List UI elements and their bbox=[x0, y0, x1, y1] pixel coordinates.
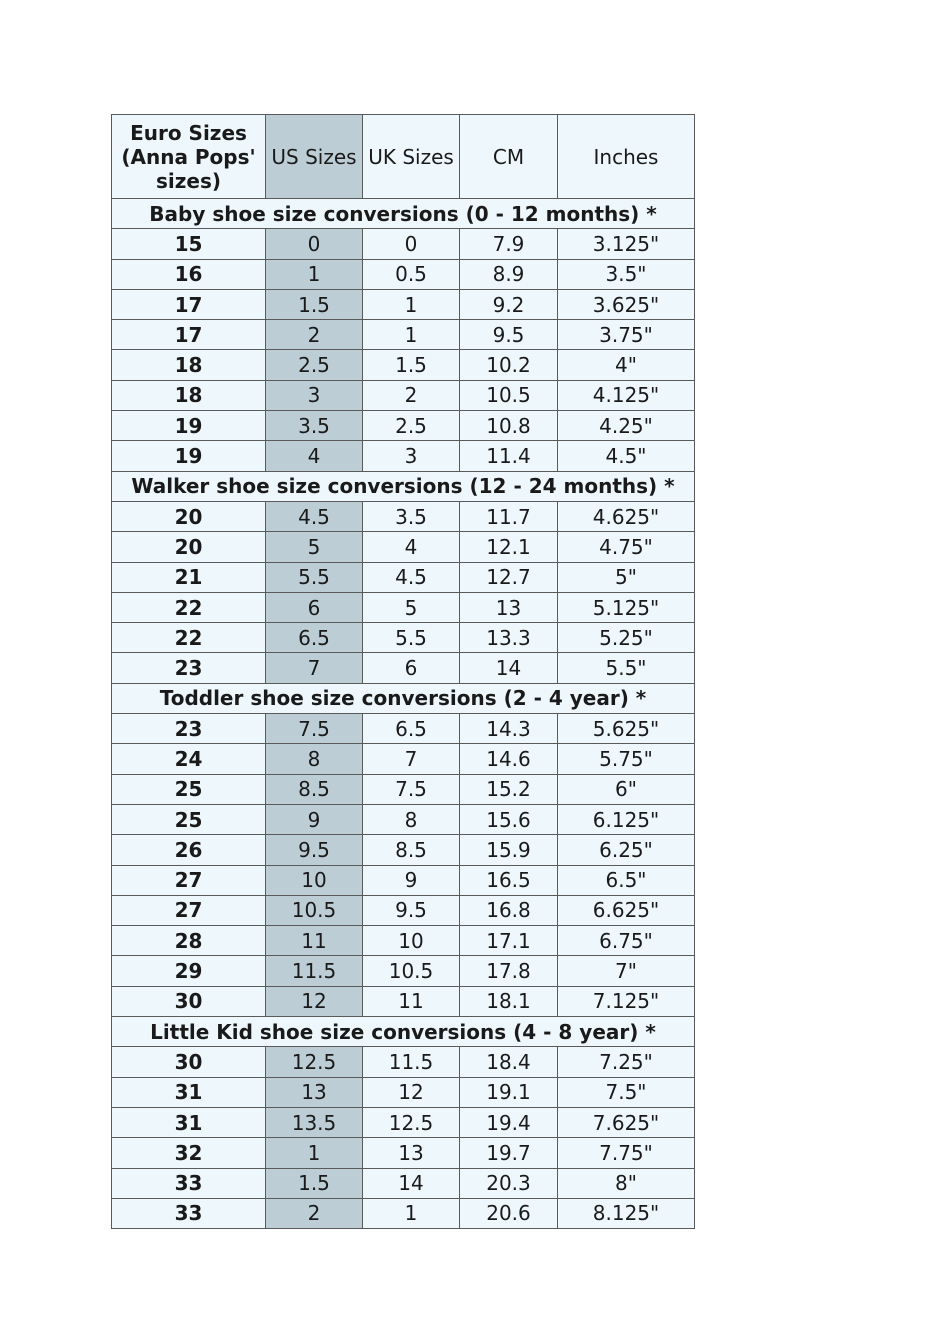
cell-euro: 21 bbox=[112, 562, 266, 592]
cell-uk: 2 bbox=[363, 380, 460, 410]
cell-uk: 13 bbox=[363, 1138, 460, 1168]
table-row bbox=[112, 956, 695, 986]
section-title: Walker shoe size conversions (12 - 24 months) * bbox=[112, 471, 695, 501]
cell-uk: 11.5 bbox=[363, 1047, 460, 1077]
cell-euro: 17 bbox=[112, 320, 266, 350]
cell-cm: 15.9 bbox=[460, 835, 558, 865]
cell-uk: 1 bbox=[363, 289, 460, 319]
table-row bbox=[112, 623, 695, 653]
cell-inches: 4.625" bbox=[558, 501, 695, 531]
cell-euro: 22 bbox=[112, 592, 266, 622]
cell-cm: 20.6 bbox=[460, 1198, 558, 1228]
cell-us: 10.5 bbox=[266, 895, 363, 925]
cell-uk: 2.5 bbox=[363, 411, 460, 441]
table-row bbox=[112, 441, 695, 471]
cell-cm: 13.3 bbox=[460, 623, 558, 653]
cell-us: 11.5 bbox=[266, 956, 363, 986]
cell-euro: 32 bbox=[112, 1138, 266, 1168]
cell-inches: 4.125" bbox=[558, 380, 695, 410]
cell-us: 1 bbox=[266, 1138, 363, 1168]
table-row bbox=[112, 350, 695, 380]
cell-cm: 12.1 bbox=[460, 532, 558, 562]
cell-euro: 31 bbox=[112, 1107, 266, 1137]
cell-cm: 9.5 bbox=[460, 320, 558, 350]
cell-euro: 18 bbox=[112, 380, 266, 410]
cell-inches: 5.25" bbox=[558, 623, 695, 653]
header-row bbox=[112, 115, 695, 199]
cell-us: 6.5 bbox=[266, 623, 363, 653]
cell-uk: 0.5 bbox=[363, 259, 460, 289]
cell-cm: 16.8 bbox=[460, 895, 558, 925]
table-row bbox=[112, 865, 695, 895]
cell-inches: 3.5" bbox=[558, 259, 695, 289]
cell-cm: 7.9 bbox=[460, 229, 558, 259]
cell-us: 7.5 bbox=[266, 714, 363, 744]
cell-us: 8 bbox=[266, 744, 363, 774]
cell-inches: 6.75" bbox=[558, 926, 695, 956]
cell-cm: 19.7 bbox=[460, 1138, 558, 1168]
table-row bbox=[112, 744, 695, 774]
cell-cm: 19.1 bbox=[460, 1077, 558, 1107]
cell-cm: 16.5 bbox=[460, 865, 558, 895]
table-row bbox=[112, 562, 695, 592]
cell-uk: 3 bbox=[363, 441, 460, 471]
cell-cm: 11.7 bbox=[460, 501, 558, 531]
cell-cm: 18.1 bbox=[460, 986, 558, 1016]
cell-us: 8.5 bbox=[266, 774, 363, 804]
cell-inches: 7.625" bbox=[558, 1107, 695, 1137]
cell-euro: 15 bbox=[112, 229, 266, 259]
cell-euro: 31 bbox=[112, 1077, 266, 1107]
cell-euro: 23 bbox=[112, 653, 266, 683]
cell-cm: 13 bbox=[460, 592, 558, 622]
cell-us: 2 bbox=[266, 320, 363, 350]
cell-euro: 28 bbox=[112, 926, 266, 956]
cell-uk: 1 bbox=[363, 320, 460, 350]
table-row bbox=[112, 774, 695, 804]
cell-euro: 30 bbox=[112, 986, 266, 1016]
cell-uk: 5 bbox=[363, 592, 460, 622]
cell-inches: 4" bbox=[558, 350, 695, 380]
table-row bbox=[112, 592, 695, 622]
cell-euro: 30 bbox=[112, 1047, 266, 1077]
cell-euro: 19 bbox=[112, 411, 266, 441]
cell-euro: 19 bbox=[112, 441, 266, 471]
cell-euro: 20 bbox=[112, 532, 266, 562]
cell-inches: 8.125" bbox=[558, 1198, 695, 1228]
cell-uk: 12 bbox=[363, 1077, 460, 1107]
table-row bbox=[112, 1077, 695, 1107]
table-row bbox=[112, 259, 695, 289]
cell-uk: 1.5 bbox=[363, 350, 460, 380]
cell-inches: 4.25" bbox=[558, 411, 695, 441]
cell-inches: 5.5" bbox=[558, 653, 695, 683]
cell-inches: 7.75" bbox=[558, 1138, 695, 1168]
cell-inches: 6" bbox=[558, 774, 695, 804]
cell-cm: 18.4 bbox=[460, 1047, 558, 1077]
cell-us: 9 bbox=[266, 804, 363, 834]
cell-us: 1 bbox=[266, 259, 363, 289]
cell-uk: 8.5 bbox=[363, 835, 460, 865]
cell-euro: 33 bbox=[112, 1168, 266, 1198]
shoe-size-conversion-table bbox=[111, 114, 695, 1229]
cell-cm: 8.9 bbox=[460, 259, 558, 289]
cell-us: 5 bbox=[266, 532, 363, 562]
cell-us: 3 bbox=[266, 380, 363, 410]
cell-cm: 11.4 bbox=[460, 441, 558, 471]
cell-uk: 9.5 bbox=[363, 895, 460, 925]
cell-inches: 6.25" bbox=[558, 835, 695, 865]
cell-uk: 7 bbox=[363, 744, 460, 774]
cell-cm: 15.6 bbox=[460, 804, 558, 834]
table-row bbox=[112, 289, 695, 319]
cell-cm: 10.5 bbox=[460, 380, 558, 410]
table-row bbox=[112, 320, 695, 350]
cell-uk: 10.5 bbox=[363, 956, 460, 986]
header-us-sizes: US Sizes bbox=[266, 115, 363, 199]
section-header-row bbox=[112, 471, 695, 501]
cell-cm: 12.7 bbox=[460, 562, 558, 592]
table-row bbox=[112, 501, 695, 531]
table-row bbox=[112, 1138, 695, 1168]
cell-uk: 14 bbox=[363, 1168, 460, 1198]
table-row bbox=[112, 229, 695, 259]
cell-inches: 4.75" bbox=[558, 532, 695, 562]
cell-euro: 24 bbox=[112, 744, 266, 774]
table-body bbox=[112, 199, 695, 1229]
cell-euro: 23 bbox=[112, 714, 266, 744]
table-row bbox=[112, 895, 695, 925]
cell-us: 10 bbox=[266, 865, 363, 895]
cell-uk: 9 bbox=[363, 865, 460, 895]
cell-uk: 7.5 bbox=[363, 774, 460, 804]
cell-us: 12.5 bbox=[266, 1047, 363, 1077]
table-row bbox=[112, 411, 695, 441]
table-row bbox=[112, 1198, 695, 1228]
cell-us: 12 bbox=[266, 986, 363, 1016]
section-header-row bbox=[112, 199, 695, 229]
section-title: Baby shoe size conversions (0 - 12 months) * bbox=[112, 199, 695, 229]
cell-inches: 5.125" bbox=[558, 592, 695, 622]
cell-us: 6 bbox=[266, 592, 363, 622]
cell-cm: 10.2 bbox=[460, 350, 558, 380]
cell-cm: 17.8 bbox=[460, 956, 558, 986]
header-euro-sizes: Euro Sizes (Anna Pops' sizes) bbox=[112, 115, 266, 199]
cell-euro: 27 bbox=[112, 865, 266, 895]
cell-inches: 3.625" bbox=[558, 289, 695, 319]
cell-inches: 7" bbox=[558, 956, 695, 986]
cell-uk: 3.5 bbox=[363, 501, 460, 531]
cell-inches: 3.75" bbox=[558, 320, 695, 350]
cell-euro: 18 bbox=[112, 350, 266, 380]
cell-euro: 25 bbox=[112, 804, 266, 834]
table-row bbox=[112, 804, 695, 834]
cell-us: 2 bbox=[266, 1198, 363, 1228]
cell-inches: 6.125" bbox=[558, 804, 695, 834]
cell-cm: 10.8 bbox=[460, 411, 558, 441]
cell-us: 11 bbox=[266, 926, 363, 956]
cell-us: 2.5 bbox=[266, 350, 363, 380]
cell-us: 3.5 bbox=[266, 411, 363, 441]
header-uk-sizes: UK Sizes bbox=[363, 115, 460, 199]
cell-us: 1.5 bbox=[266, 289, 363, 319]
cell-uk: 8 bbox=[363, 804, 460, 834]
section-title: Little Kid shoe size conversions (4 - 8 year) * bbox=[112, 1017, 695, 1047]
cell-cm: 19.4 bbox=[460, 1107, 558, 1137]
cell-inches: 4.5" bbox=[558, 441, 695, 471]
cell-us: 7 bbox=[266, 653, 363, 683]
cell-euro: 17 bbox=[112, 289, 266, 319]
section-title: Toddler shoe size conversions (2 - 4 year) * bbox=[112, 683, 695, 713]
cell-uk: 10 bbox=[363, 926, 460, 956]
table-row bbox=[112, 1168, 695, 1198]
cell-euro: 29 bbox=[112, 956, 266, 986]
cell-uk: 6 bbox=[363, 653, 460, 683]
cell-inches: 5" bbox=[558, 562, 695, 592]
cell-uk: 4 bbox=[363, 532, 460, 562]
cell-uk: 5.5 bbox=[363, 623, 460, 653]
cell-inches: 7.125" bbox=[558, 986, 695, 1016]
table-row bbox=[112, 835, 695, 865]
cell-uk: 0 bbox=[363, 229, 460, 259]
cell-cm: 20.3 bbox=[460, 1168, 558, 1198]
cell-inches: 7.5" bbox=[558, 1077, 695, 1107]
cell-euro: 33 bbox=[112, 1198, 266, 1228]
header-cm: CM bbox=[460, 115, 558, 199]
table-row bbox=[112, 986, 695, 1016]
cell-inches: 6.5" bbox=[558, 865, 695, 895]
cell-cm: 14 bbox=[460, 653, 558, 683]
cell-inches: 5.625" bbox=[558, 714, 695, 744]
section-header-row bbox=[112, 1017, 695, 1047]
table-row bbox=[112, 926, 695, 956]
cell-euro: 22 bbox=[112, 623, 266, 653]
cell-us: 1.5 bbox=[266, 1168, 363, 1198]
cell-uk: 1 bbox=[363, 1198, 460, 1228]
cell-us: 9.5 bbox=[266, 835, 363, 865]
cell-us: 0 bbox=[266, 229, 363, 259]
section-header-row bbox=[112, 683, 695, 713]
cell-inches: 3.125" bbox=[558, 229, 695, 259]
cell-euro: 27 bbox=[112, 895, 266, 925]
cell-cm: 15.2 bbox=[460, 774, 558, 804]
cell-cm: 9.2 bbox=[460, 289, 558, 319]
cell-us: 4 bbox=[266, 441, 363, 471]
table-row bbox=[112, 532, 695, 562]
table-row bbox=[112, 653, 695, 683]
cell-euro: 25 bbox=[112, 774, 266, 804]
cell-us: 13.5 bbox=[266, 1107, 363, 1137]
table-row bbox=[112, 714, 695, 744]
cell-uk: 6.5 bbox=[363, 714, 460, 744]
cell-inches: 5.75" bbox=[558, 744, 695, 774]
cell-euro: 20 bbox=[112, 501, 266, 531]
table-row bbox=[112, 380, 695, 410]
table-row bbox=[112, 1047, 695, 1077]
table-row bbox=[112, 1107, 695, 1137]
cell-inches: 8" bbox=[558, 1168, 695, 1198]
cell-uk: 12.5 bbox=[363, 1107, 460, 1137]
cell-cm: 17.1 bbox=[460, 926, 558, 956]
cell-inches: 7.25" bbox=[558, 1047, 695, 1077]
cell-inches: 6.625" bbox=[558, 895, 695, 925]
cell-us: 4.5 bbox=[266, 501, 363, 531]
header-inches: Inches bbox=[558, 115, 695, 199]
cell-euro: 16 bbox=[112, 259, 266, 289]
cell-uk: 11 bbox=[363, 986, 460, 1016]
cell-cm: 14.6 bbox=[460, 744, 558, 774]
cell-us: 5.5 bbox=[266, 562, 363, 592]
cell-euro: 26 bbox=[112, 835, 266, 865]
cell-us: 13 bbox=[266, 1077, 363, 1107]
cell-uk: 4.5 bbox=[363, 562, 460, 592]
cell-cm: 14.3 bbox=[460, 714, 558, 744]
